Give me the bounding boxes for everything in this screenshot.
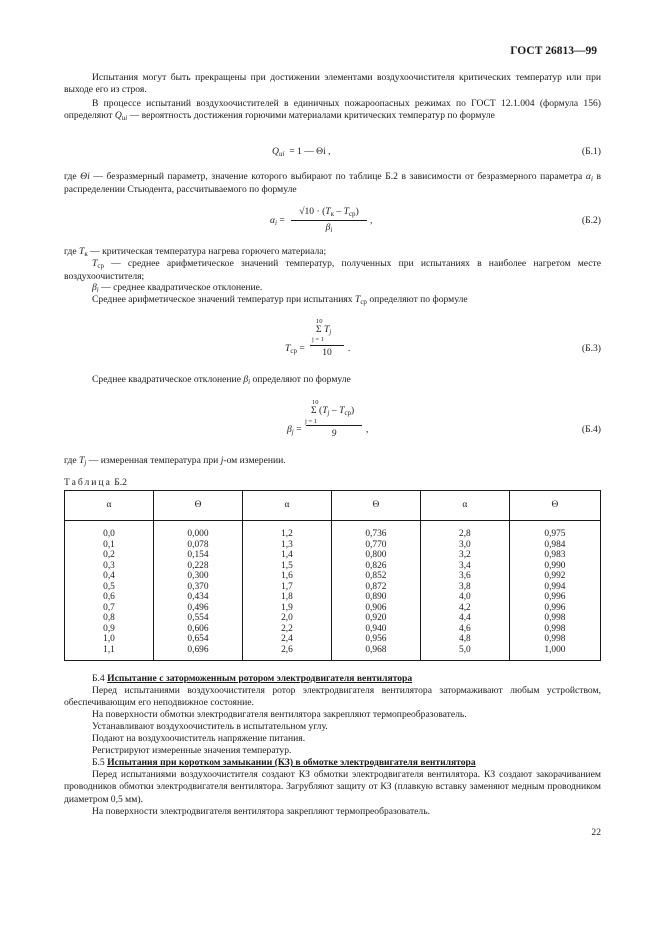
table-cell: 0,5 xyxy=(103,581,115,592)
table-cell: 2,2 xyxy=(281,623,293,634)
formula-b1 xyxy=(272,146,331,159)
formula-b3-number: (Б.3) xyxy=(581,343,601,354)
formula-b3-sum-bottom: j = 1 xyxy=(312,336,324,343)
f3-lhs-sub: ср xyxy=(290,347,297,355)
table-caption xyxy=(64,477,127,489)
f2-tcp-sub: ср xyxy=(348,210,356,218)
table-cell: 3,0 xyxy=(459,539,471,550)
formula-b3-sum-top: 10 xyxy=(316,318,323,325)
f1-lhs: Q xyxy=(272,146,279,157)
paragraph-mean-intro xyxy=(64,294,601,307)
b4-title: Испытание с заторможенным ротором электродвигателя вентилятора xyxy=(107,673,413,684)
p4-var-beta-sub: i xyxy=(248,378,251,386)
formula-b3-denominator: 10 xyxy=(322,347,332,358)
where1-var-theta: Θi xyxy=(80,171,90,182)
paragraph-deviation-intro xyxy=(64,374,601,387)
table-cell: 1,9 xyxy=(281,602,293,613)
table-cell: 1,0 xyxy=(103,634,115,645)
formula-b4-sum xyxy=(311,405,354,418)
table-cell: 0,6 xyxy=(103,592,115,603)
where5-text-c: -ом измерении. xyxy=(223,455,286,466)
formula-b4-sum-bottom: j = 1 xyxy=(305,418,317,425)
f4-eq: = xyxy=(296,424,302,435)
f4-tcp: T xyxy=(339,405,345,416)
f3-sum-var: T xyxy=(324,324,330,335)
f2-tk-sub: к xyxy=(330,210,335,218)
formula-b4-lhs xyxy=(287,424,302,437)
table-cell: 0,994 xyxy=(544,581,566,592)
p4-text-a: Среднее квадратическое отклонение xyxy=(92,374,244,385)
column-alpha-2 xyxy=(242,521,331,661)
table-cell: 1,2 xyxy=(281,529,293,539)
f4-close: ) xyxy=(351,405,355,416)
formula-b3-tail: . xyxy=(348,343,351,354)
where5-lead: где xyxy=(64,455,79,466)
section-b4-paragraph-2: На поверхности обмотки электродвигателя вентилятора закрепляют термопреобразователь. xyxy=(92,709,467,720)
table-cell: 4,6 xyxy=(459,623,471,634)
f2-den: β xyxy=(325,222,331,233)
table-body-row xyxy=(65,521,601,661)
table-cell: 4,0 xyxy=(459,592,471,603)
f2-tcp: T xyxy=(343,206,349,217)
table-cell: 2,8 xyxy=(459,529,471,539)
table-cell: 1,5 xyxy=(281,560,293,571)
where2-text: — критическая температура нагрева горючего материала; xyxy=(87,246,327,257)
f1-lhs-sub: ui xyxy=(278,150,285,158)
table-cell: 1,8 xyxy=(281,592,293,603)
table-cell: 0,736 xyxy=(365,529,387,539)
where4-var-beta-sub: i xyxy=(96,286,99,294)
f4-tj: T xyxy=(322,405,328,416)
f4-tj-sub: j xyxy=(327,409,330,417)
table-cell: 0,906 xyxy=(365,602,387,613)
table-cell: 0,852 xyxy=(365,571,387,582)
table-b2 xyxy=(64,490,601,661)
formula-b4-tail: , xyxy=(366,424,369,435)
where1-var-alpha-sub: i xyxy=(590,175,593,183)
f2-dot: · ( xyxy=(314,206,326,217)
b4-number: Б.4 xyxy=(92,673,105,684)
f2-eq: = xyxy=(279,215,285,226)
table-cell: 0,8 xyxy=(103,613,115,624)
where5-var-j: j xyxy=(220,455,224,466)
p3-var-t-sub: ср xyxy=(360,298,367,306)
table-cell: 0,998 xyxy=(544,634,566,645)
f2-lhs-sub: i xyxy=(275,219,277,227)
f3-sigma: Σ xyxy=(316,324,322,335)
table-cell: 0,9 xyxy=(103,623,115,634)
table-cell: 0,078 xyxy=(187,539,209,550)
table-cell: 0,496 xyxy=(187,602,209,613)
table-cell: 0,606 xyxy=(187,623,209,634)
table-cell: 0,992 xyxy=(544,571,566,582)
table-cell: 0,996 xyxy=(544,602,566,613)
table-cell: 0,975 xyxy=(544,529,566,539)
formula-b2-fraction-bar xyxy=(291,220,367,221)
where1-var-alpha: α xyxy=(585,171,591,182)
section-b5-paragraph-1: Перед испытаниями воздухоочистителя создают КЗ обмотки электродвигателя вентилятора. КЗ создают закорачиванием проводников обмотки электродвигателя вентилятора. Загрубляют защиту от КЗ (плавкую вставку заменяют медным проводником диаметром 0,5 мм). xyxy=(64,769,601,805)
table-cell: 2,0 xyxy=(281,613,293,624)
section-b4-heading xyxy=(64,673,601,685)
p4-text-b: определяют по формуле xyxy=(250,374,351,385)
column-alpha-1 xyxy=(65,521,154,661)
table-cell: 0,800 xyxy=(365,550,387,561)
formula-b4-sum-top: 10 xyxy=(312,399,319,406)
table-cell: 2,4 xyxy=(281,634,293,645)
table-cell: 3,6 xyxy=(459,571,471,582)
table-cell: 3,8 xyxy=(459,581,471,592)
header-theta-1: Θ xyxy=(153,491,242,521)
table-cell: 3,4 xyxy=(459,560,471,571)
f4-open: ( xyxy=(319,405,323,416)
document-header-code: ГОСТ 26813—99 xyxy=(510,45,597,57)
column-alpha-3 xyxy=(420,521,509,661)
b5-number: Б.5 xyxy=(92,757,105,768)
f3-lhs: T xyxy=(285,343,291,354)
formula-b3-fraction-bar xyxy=(310,345,344,346)
table-cell: 4,8 xyxy=(459,634,471,645)
table-cell: 1,6 xyxy=(281,571,293,582)
f3-eq: = xyxy=(299,343,305,354)
table-caption-label: Таблица xyxy=(64,477,112,488)
f4-tcp-sub: ср xyxy=(344,409,352,417)
section-b4-paragraph-5: Регистрируют измеренные значения температур. xyxy=(92,745,292,756)
table-cell: 0,984 xyxy=(544,539,566,550)
table-cell: 0,2 xyxy=(103,550,115,561)
b5-title: Испытания при коротком замыкании (КЗ) в обмотке электродвигателя вентилятора xyxy=(107,757,476,768)
table-cell: 1,000 xyxy=(544,645,566,656)
formula-b2-denominator xyxy=(291,222,367,235)
paragraph-tcp-definition xyxy=(64,258,601,284)
where1-lead: где xyxy=(64,171,81,182)
header-alpha-2: α xyxy=(242,491,331,521)
paragraph-test-termination: Испытания могут быть прекращены при достижении элементами воздухоочистителя критических температур или при выходе его из строя. xyxy=(64,72,601,96)
where5-var-t: T xyxy=(79,455,85,466)
section-b5-heading xyxy=(64,757,601,769)
p2-var-q: Q xyxy=(114,110,122,122)
table-cell: 4,4 xyxy=(459,613,471,624)
where5-text-b: — измеренная температура при xyxy=(86,455,221,466)
table-cell: 0,998 xyxy=(544,623,566,634)
f2-close: ) xyxy=(355,206,359,217)
formula-b1-number: (Б.1) xyxy=(581,146,601,157)
table-cell: 0,770 xyxy=(365,539,387,550)
table-cell: 0,920 xyxy=(365,613,387,624)
where4-var-beta: β xyxy=(92,282,97,293)
table-cell: 0,3 xyxy=(103,560,115,571)
where1-text-c: в распределении Стьюдента, рассчитываемого по формуле xyxy=(64,171,601,196)
table-cell: 0,956 xyxy=(365,634,387,645)
paragraph-tj-definition xyxy=(64,455,601,468)
formula-b4-number: (Б.4) xyxy=(581,424,601,435)
column-theta-1 xyxy=(153,521,242,661)
paragraph-theta-definition xyxy=(64,171,601,197)
column-theta-2 xyxy=(331,521,420,661)
table-cell: 1,7 xyxy=(281,581,293,592)
table-cell: 0,996 xyxy=(544,592,566,603)
table-cell: 0,872 xyxy=(365,581,387,592)
table-cell: 0,1 xyxy=(103,539,115,550)
where2-lead: где xyxy=(64,246,79,257)
section-b4-paragraph-3: Устанавливают воздухоочиститель в испытательном углу. xyxy=(92,721,328,732)
table-cell: 0,000 xyxy=(187,529,209,539)
section-b4-paragraph-1: Перед испытаниями воздухоочистителя ротор электродвигателя вентилятора затормаживают любым устройством, обеспечивающим его неподвижное состояние. xyxy=(64,685,601,709)
table-cell: 5,0 xyxy=(459,645,471,656)
f2-den-sub: i xyxy=(330,226,333,234)
f2-minus: – xyxy=(334,206,344,217)
f3-sum-var-sub: j xyxy=(329,328,332,336)
table-cell: 4,2 xyxy=(459,602,471,613)
where4-text: — среднее квадратическое отклонение. xyxy=(98,282,263,293)
table-cell: 0,826 xyxy=(365,560,387,571)
header-theta-2: Θ xyxy=(331,491,420,521)
where5-var-t-sub: j xyxy=(84,459,87,467)
p3-text-b: определяют по формуле xyxy=(366,294,468,305)
table-cell: 0,696 xyxy=(187,645,209,656)
f1-rhs: = 1 — Θi , xyxy=(289,146,331,157)
table-cell: 1,4 xyxy=(281,550,293,561)
table-cell: 0,228 xyxy=(187,560,209,571)
f4-lhs: β xyxy=(287,424,292,435)
paragraph-probability-definition xyxy=(64,98,601,124)
table-cell: 0,990 xyxy=(544,560,566,571)
formula-b2-numerator xyxy=(291,206,367,219)
f2-tk: T xyxy=(325,206,331,217)
formula-b3-lhs xyxy=(285,343,305,356)
p3-var-t: T xyxy=(354,294,361,305)
where3-var-t-sub: ср xyxy=(97,262,104,270)
f4-sigma: Σ xyxy=(311,405,317,416)
table-cell: 2,6 xyxy=(281,645,293,656)
table-cell: 0,968 xyxy=(365,645,387,656)
f2-sqrt: √10 xyxy=(299,206,315,217)
formula-b4-denominator: 9 xyxy=(331,428,337,439)
formula-b2-number: (Б.2) xyxy=(581,215,601,226)
page-number: 22 xyxy=(591,827,601,838)
table-cell: 0,654 xyxy=(187,634,209,645)
formula-b2-lhs xyxy=(270,215,285,228)
table-cell: 0,554 xyxy=(187,613,209,624)
p2-text-b: — вероятность достижения горючими материалами критических температур по формуле xyxy=(127,110,495,122)
section-b4-paragraph-4: Подают на воздухоочиститель напряжение питания. xyxy=(92,733,306,744)
table-cell: 1,3 xyxy=(281,539,293,550)
table-cell: 0,4 xyxy=(103,571,115,582)
p2-text-a: В процессе испытаний воздухоочистителей в единичных пожароопасных режимах по ГОСТ 12.1.004 (формула 156) определяют xyxy=(64,98,601,122)
where2-var-t-sub: к xyxy=(84,250,88,258)
where3-text: — среднее арифметическое значений температур, полученных при испытаниях в наиболее нагретом месте воздухоочистителя; xyxy=(64,258,601,283)
f2-lhs: α xyxy=(270,215,276,226)
table-cell: 1,1 xyxy=(103,645,115,656)
header-theta-3: Θ xyxy=(509,491,600,521)
where2-var-t: T xyxy=(79,246,85,257)
table-cell: 0,940 xyxy=(365,623,387,634)
formula-b4-fraction-bar xyxy=(306,425,362,426)
column-theta-3 xyxy=(509,521,600,661)
table-cell: 0,434 xyxy=(187,592,209,603)
table-cell: 0,890 xyxy=(365,592,387,603)
where1-text-b: — безразмерный параметр, значение которого выбирают по таблице Б.2 в зависимости от безразмерного параметра xyxy=(89,171,586,182)
table-cell: 0,998 xyxy=(544,613,566,624)
table-cell: 0,154 xyxy=(187,550,209,561)
p4-var-beta: β xyxy=(243,374,249,385)
table-cell: 0,0 xyxy=(103,529,115,539)
formula-b2-tail: , xyxy=(370,215,373,226)
table-cell: 0,300 xyxy=(187,571,209,582)
f4-lhs-sub: j xyxy=(291,428,294,436)
table-cell: 3,2 xyxy=(459,550,471,561)
where3-var-t: T xyxy=(92,258,98,269)
table-caption-number: Б.2 xyxy=(114,477,127,488)
header-alpha-3: α xyxy=(420,491,509,521)
table-cell: 0,7 xyxy=(103,602,115,613)
table-cell: 0,983 xyxy=(544,550,566,561)
p2-var-q-sub: ui xyxy=(121,114,128,123)
p3-text-a: Среднее арифметическое значений температур при испытаниях xyxy=(92,294,355,305)
section-b5-paragraph-2: На поверхности электродвигателя вентилятора закрепляют термопреобразователь. xyxy=(92,806,430,817)
table-cell: 0,370 xyxy=(187,581,209,592)
header-alpha-1: α xyxy=(65,491,154,521)
table-header-row xyxy=(65,491,601,521)
f4-minus: – xyxy=(329,405,340,416)
